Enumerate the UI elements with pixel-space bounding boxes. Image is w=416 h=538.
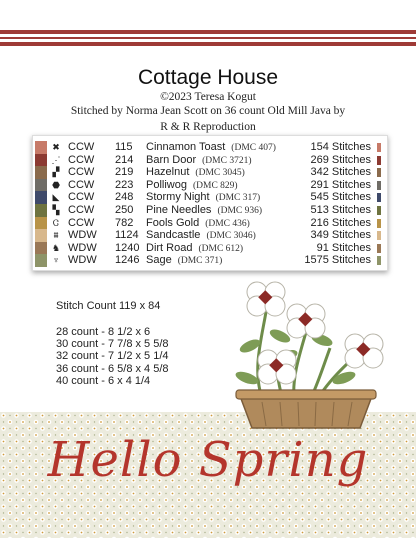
color-swatch	[35, 191, 47, 204]
stitch-total: 1575 Stitches	[304, 254, 371, 267]
color-swatch	[35, 141, 47, 154]
stitch-total: 269 Stitches	[310, 153, 371, 166]
key-row	[33, 154, 387, 167]
thread-name-text: Stormy Night	[146, 191, 210, 204]
color-bar	[377, 156, 381, 165]
color-swatch	[35, 217, 47, 230]
stitch-total: 291 Stitches	[310, 178, 371, 191]
flower-basket-illustration	[222, 278, 392, 438]
floss-key	[32, 135, 388, 271]
color-bar	[377, 143, 381, 152]
key-row	[33, 179, 387, 192]
color-swatch	[35, 166, 47, 179]
thread-name	[146, 166, 245, 180]
stitch-total: 545 Stitches	[310, 191, 371, 204]
symbol-icon: ♞	[51, 242, 61, 253]
thread-name	[146, 179, 238, 193]
middle-stripe	[0, 37, 416, 39]
thread-name-text: Cinnamon Toast	[146, 141, 226, 153]
symbol-icon: Ꮳ	[52, 217, 60, 228]
thread-number: 219	[115, 166, 134, 179]
thread-brand: CCW	[68, 166, 95, 179]
dmc-code: (DMC 612)	[198, 243, 244, 254]
color-swatch	[35, 229, 47, 242]
symbol-icon: ⋰	[51, 154, 61, 165]
symbol-icon: ⬣	[52, 179, 60, 190]
size-item: 30 count - 7 7/8 x 5 5/8	[56, 338, 169, 351]
key-row	[33, 191, 387, 204]
size-list	[56, 326, 169, 387]
size-item: 40 count - 6 x 4 1/4	[56, 374, 151, 387]
key-row	[33, 141, 387, 154]
stitch-count: Stitch Count 119 x 84	[56, 300, 161, 312]
thread-brand: CCW	[68, 178, 95, 191]
thread-name-text: Pine Needles	[146, 204, 212, 216]
thread-brand: WDW	[68, 229, 97, 242]
stitch-total: 216 Stitches	[310, 216, 371, 229]
color-swatch	[35, 154, 47, 167]
dmc-code: (DMC 407)	[231, 143, 276, 153]
color-bar	[377, 256, 381, 265]
key-row	[33, 254, 387, 267]
thread-name-text: Fools Gold	[146, 216, 200, 229]
thread-brand: CCW	[68, 204, 95, 216]
color-swatch	[35, 242, 47, 255]
thread-brand: CCW	[68, 141, 95, 153]
dmc-code: (DMC 3721)	[202, 155, 252, 166]
color-bar	[377, 193, 381, 202]
thread-number: 214	[115, 153, 134, 166]
thread-number: 250	[115, 204, 134, 216]
thread-name-text: Dirt Road	[146, 241, 193, 254]
thread-name	[146, 242, 243, 256]
thread-number: 782	[115, 216, 134, 229]
symbol-icon: ⩩	[53, 230, 59, 241]
thread-name	[146, 254, 222, 268]
symbol-icon: ▚	[52, 205, 60, 215]
dmc-code: (DMC 3045)	[195, 168, 245, 179]
page-title: Cottage House	[137, 66, 279, 89]
dmc-code: (DMC 371)	[177, 256, 223, 267]
thread-name	[146, 229, 256, 243]
top-stripe	[0, 30, 416, 34]
stitched-by	[30, 103, 386, 135]
stitch-total: 154 Stitches	[310, 141, 371, 153]
thread-name	[146, 154, 252, 168]
thread-number: 115	[115, 141, 133, 153]
color-bar	[377, 231, 381, 240]
color-bar	[377, 206, 381, 215]
size-item: 36 count - 6 5/8 x 4 5/8	[56, 362, 169, 375]
stitch-total: 91 Stitches	[316, 241, 371, 254]
thread-name	[146, 141, 276, 155]
symbol-icon: ◣	[52, 192, 60, 203]
key-row	[33, 204, 387, 217]
thread-brand: CCW	[68, 153, 95, 166]
thread-number: 223	[115, 178, 134, 191]
thread-brand: CCW	[68, 216, 95, 229]
stitch-total: 342 Stitches	[310, 166, 371, 179]
thread-name-text: Sage	[146, 254, 172, 267]
color-bar	[377, 181, 381, 190]
copyright: ©2023 Teresa Kogut	[160, 91, 256, 103]
hello-spring-text: Hello Spring	[47, 432, 369, 488]
color-bar	[377, 168, 381, 177]
symbol-icon: ♆	[52, 255, 60, 266]
thread-name-text: Hazelnut	[146, 166, 190, 179]
color-swatch	[35, 254, 47, 267]
size-item: 32 count - 7 1/2 x 5 1/4	[56, 350, 169, 363]
symbol-icon: ✖	[52, 142, 60, 152]
key-row	[33, 217, 387, 230]
thread-brand: CCW	[68, 191, 95, 204]
thread-name	[146, 217, 250, 231]
stitched-line-1: Stitched by Norma Jean Scott on 36 count Old Mill Java by	[70, 105, 346, 117]
thread-name-text: Barn Door	[146, 153, 197, 166]
dmc-code: (DMC 436)	[205, 218, 250, 229]
thread-brand: WDW	[68, 241, 97, 254]
thread-name-text: Sandcastle	[146, 229, 201, 242]
thread-number: 1240	[115, 241, 140, 254]
stitch-total: 349 Stitches	[310, 229, 371, 242]
thread-name-text: Polliwog	[146, 178, 187, 191]
color-swatch	[35, 179, 47, 192]
size-item: 28 count - 8 1/2 x 6	[56, 326, 151, 338]
thread-name	[146, 191, 260, 205]
color-swatch	[35, 204, 47, 217]
thread-name	[146, 204, 262, 218]
symbol-icon: ▞	[52, 167, 60, 178]
stitch-total: 513 Stitches	[310, 204, 371, 216]
color-bar	[377, 244, 381, 253]
key-row	[33, 229, 387, 242]
bottom-stripe	[0, 42, 416, 46]
color-bar	[377, 219, 381, 228]
thread-number: 1246	[115, 254, 140, 267]
thread-number: 1124	[115, 229, 139, 242]
key-row	[33, 166, 387, 179]
thread-brand: WDW	[68, 254, 97, 267]
thread-number: 248	[115, 191, 134, 204]
key-row	[33, 242, 387, 255]
dmc-code: (DMC 3046)	[206, 231, 256, 242]
stitched-line-2: R & R Reproduction	[160, 121, 256, 133]
dmc-code: (DMC 829)	[192, 180, 238, 191]
dmc-code: (DMC 317)	[215, 193, 261, 204]
dmc-code: (DMC 936)	[217, 206, 263, 216]
